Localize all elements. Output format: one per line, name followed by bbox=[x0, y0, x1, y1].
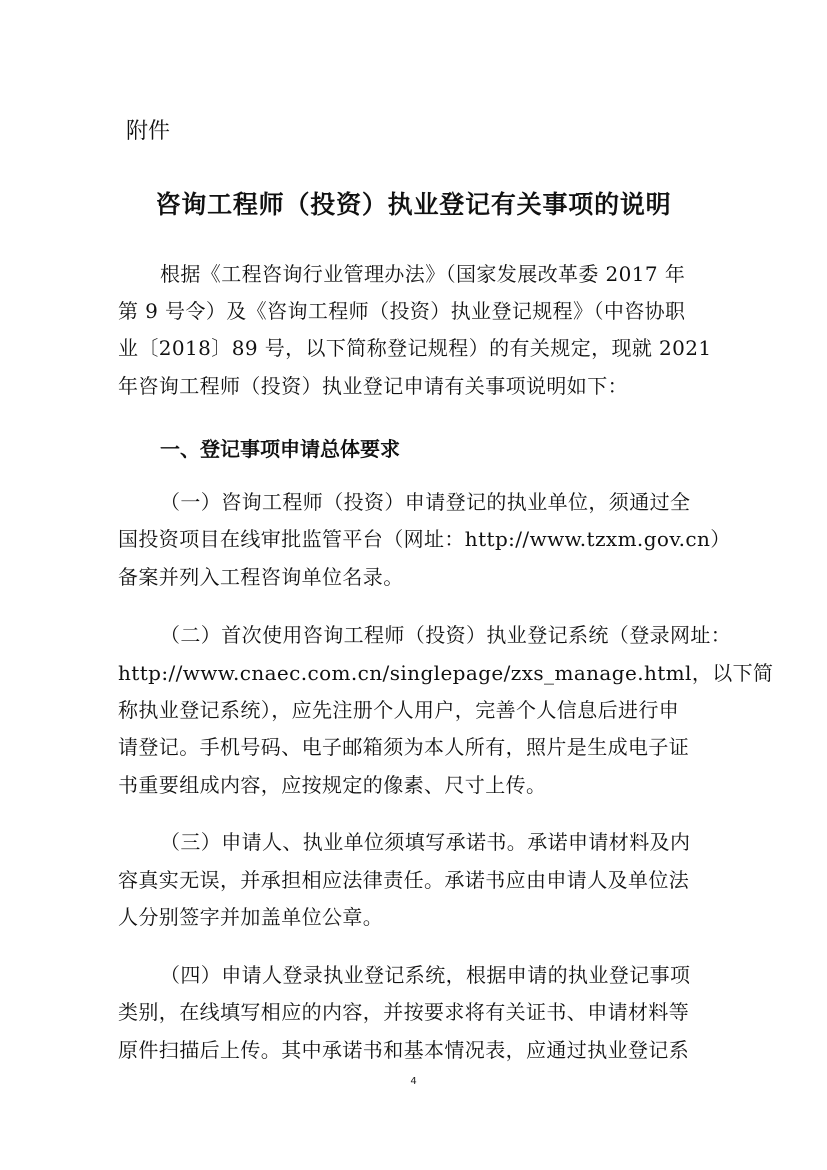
item-2-line-4: 请登记。手机号码、电子邮箱须为本人所有，照片是生成电子证 bbox=[118, 735, 690, 759]
item-1-line-3: 备案并列入工程咨询单位名录。 bbox=[118, 565, 404, 589]
item-3-line-3: 人分别签字并加盖单位公章。 bbox=[118, 905, 384, 929]
intro-line-4: 年咨询工程师（投资）执业登记申请有关事项说明如下： bbox=[118, 374, 628, 398]
item-2-line-1: （二）首次使用咨询工程师（投资）执业登记系统（登录网址： bbox=[160, 623, 732, 647]
item-3-line-1: （三）申请人、执业单位须填写承诺书。承诺申请材料及内 bbox=[160, 830, 691, 854]
intro-line-2: 第 9 号令）及《咨询工程师（投资）执业登记规程》（中咨协职 bbox=[118, 299, 686, 323]
intro-line-1: 根据《工程咨询行业管理办法》（国家发展改革委 2017 年 bbox=[160, 262, 686, 286]
item-1-line-1: （一）咨询工程师（投资）申请登记的执业单位，须通过全 bbox=[160, 490, 691, 514]
item-3-line-2: 容真实无误，并承担相应法律责任。承诺书应由申请人及单位法 bbox=[118, 868, 690, 892]
item-2-line-3: 称执业登记系统），应先注册个人用户，完善个人信息后进行申 bbox=[118, 698, 680, 722]
item-1-line-2: 国投资项目在线审批监管平台（网址：http://www.tzxm.gov.cn） bbox=[118, 527, 731, 551]
section-heading: 一、登记事项申请总体要求 bbox=[160, 437, 400, 461]
item-4-line-2: 类别，在线填写相应的内容，并按要求将有关证书、申请材料等 bbox=[118, 1000, 690, 1024]
page-number: 4 bbox=[410, 1076, 417, 1087]
item-2-line-2: http://www.cnaec.com.cn/singlepage/zxs_manage.html，以下简 bbox=[118, 661, 774, 685]
intro-line-3: 业〔2018〕89 号，以下简称登记规程）的有关规定，现就 2021 bbox=[118, 336, 712, 360]
item-2-line-5: 书重要组成内容，应按规定的像素、尺寸上传。 bbox=[118, 773, 547, 797]
document-title: 咨询工程师（投资）执业登记有关事项的说明 bbox=[155, 190, 672, 219]
item-4-line-1: （四）申请人登录执业登记系统，根据申请的执业登记事项 bbox=[160, 963, 691, 987]
attachment-label: 附件 bbox=[126, 119, 171, 144]
item-4-line-3: 原件扫描后上传。其中承诺书和基本情况表，应通过执业登记系 bbox=[118, 1038, 690, 1062]
